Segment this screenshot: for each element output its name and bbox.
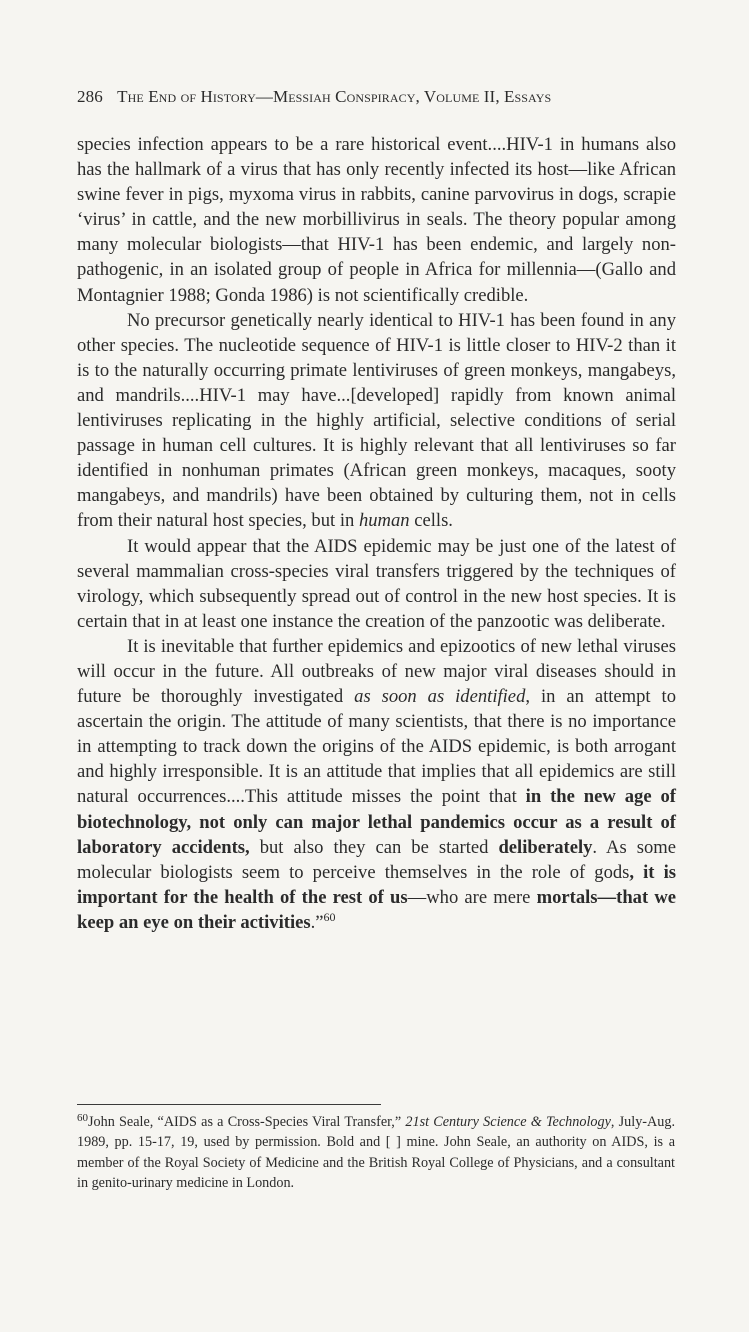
paragraph-4-text-f: .”: [310, 911, 324, 933]
footnote-paragraph: [77, 1112, 675, 1194]
footnote-text-b: , July-Aug. 1989, pp. 15-17, 19, used by permission. Bold and [ ] mine. John Seale, an authority on AIDS, is a member of the Royal Society of Medicine and the British Royal College of Physicians, and a consultant in genito-urinary medicine in London.: [77, 1114, 675, 1192]
paragraph-2: [77, 308, 676, 534]
paragraph-4-bold-2: deliberately: [498, 836, 593, 858]
paragraph-4-emphasis: as soon as identified: [354, 686, 526, 708]
paragraph-4-bold-1: in the new age of biotechnology, not only can major lethal pandemics occur as a result of laboratory accidents,: [77, 786, 677, 858]
paragraph-4: [77, 634, 676, 935]
running-header: [77, 86, 677, 108]
paragraph-4-bold-4: mortals—that we keep an eye on their activities: [77, 886, 677, 933]
paragraph-1: [77, 132, 676, 308]
paragraph-4-text-a: It is inevitable that further epidemics and epizootics of new lethal viruses will occur in the future. All outbreaks of new major viral diseases should in future be thoroughly investigated: [77, 635, 676, 708]
footnote-reference: 60: [323, 909, 336, 924]
running-title: The End of History—Messiah Conspiracy, Volume II, Essays: [117, 87, 552, 106]
paragraph-4-bold-3: , it is important for the health of the rest of us: [77, 861, 676, 908]
footnote-journal-title: 21st Century Science & Technology: [405, 1114, 611, 1130]
paragraph-2-emphasis: human: [358, 510, 410, 532]
body-text: [77, 132, 676, 935]
footnote: [77, 1112, 675, 1194]
paragraph-2-text-a: No precursor genetically nearly identical to HIV-1 has been found in any other species. The nucleotide sequence of HIV-1 is little closer to HIV-2 than it is to the naturally occurring primate lentiviruses of green monkeys, mangabeys, and mandrils....HIV-1 may have...[developed] rapidly from known animal lentiviruses replicating in the highly artificial, selective conditions of serial passage in human cell cultures. It is highly relevant that all lentiviruses so far identified in nonhuman primates (African green monkeys, macaques, sooty mangabeys, and mandrils) have been obtained by culturing them, not in cells from their natural host species, but in: [77, 309, 676, 532]
paragraph-2-text-b: cells.: [409, 510, 453, 532]
footnote-divider: [77, 1104, 381, 1105]
paragraph-4-text-e: —who are mere: [407, 886, 537, 908]
paragraph-4-text-d: . As some molecular biologists seem to perceive themselves in the role of gods: [77, 836, 676, 883]
footnote-number: 60: [77, 1112, 88, 1124]
paragraph-3: [77, 534, 676, 634]
paragraph-4-text-c: but also they can be started: [249, 836, 499, 858]
paragraph-4-text-b: , in an attempt to ascertain the origin. The attitude of many scientists, that there is no importance in attempting to track down the origins of the AIDS epidemic, is both arrogant and highly irresponsible. It is an attitude that implies that all epidemics are still natural occurrences....This attitude misses the point that: [77, 686, 676, 808]
paragraph-1-text: species infection appears to be a rare historical event....HIV-1 in humans also has the hallmark of a virus that has only recently infected its host—like African swine fever in pigs, myxoma virus in rabbits, canine parvovirus in dogs, scrapie ‘virus’ in cattle, and the new morbillivirus in seals. The theory popular among many molecular biologists—that HIV-1 has been endemic, and largely non-pathogenic, in an isolated group of people in Africa for millennia—(Gallo and Montagnier 1988; Gonda 1986) is not scientifically credible.: [77, 134, 676, 306]
page-number: 286: [77, 87, 103, 106]
footnote-text-a: John Seale, “AIDS as a Cross-Species Viral Transfer,”: [88, 1114, 406, 1130]
paragraph-3-text: It would appear that the AIDS epidemic may be just one of the latest of several mammalian cross-species viral transfers triggered by the techniques of virology, which subsequently spread out of control in the new host species. It is certain that in at least one instance the creation of the panzootic was deliberate.: [77, 535, 676, 632]
